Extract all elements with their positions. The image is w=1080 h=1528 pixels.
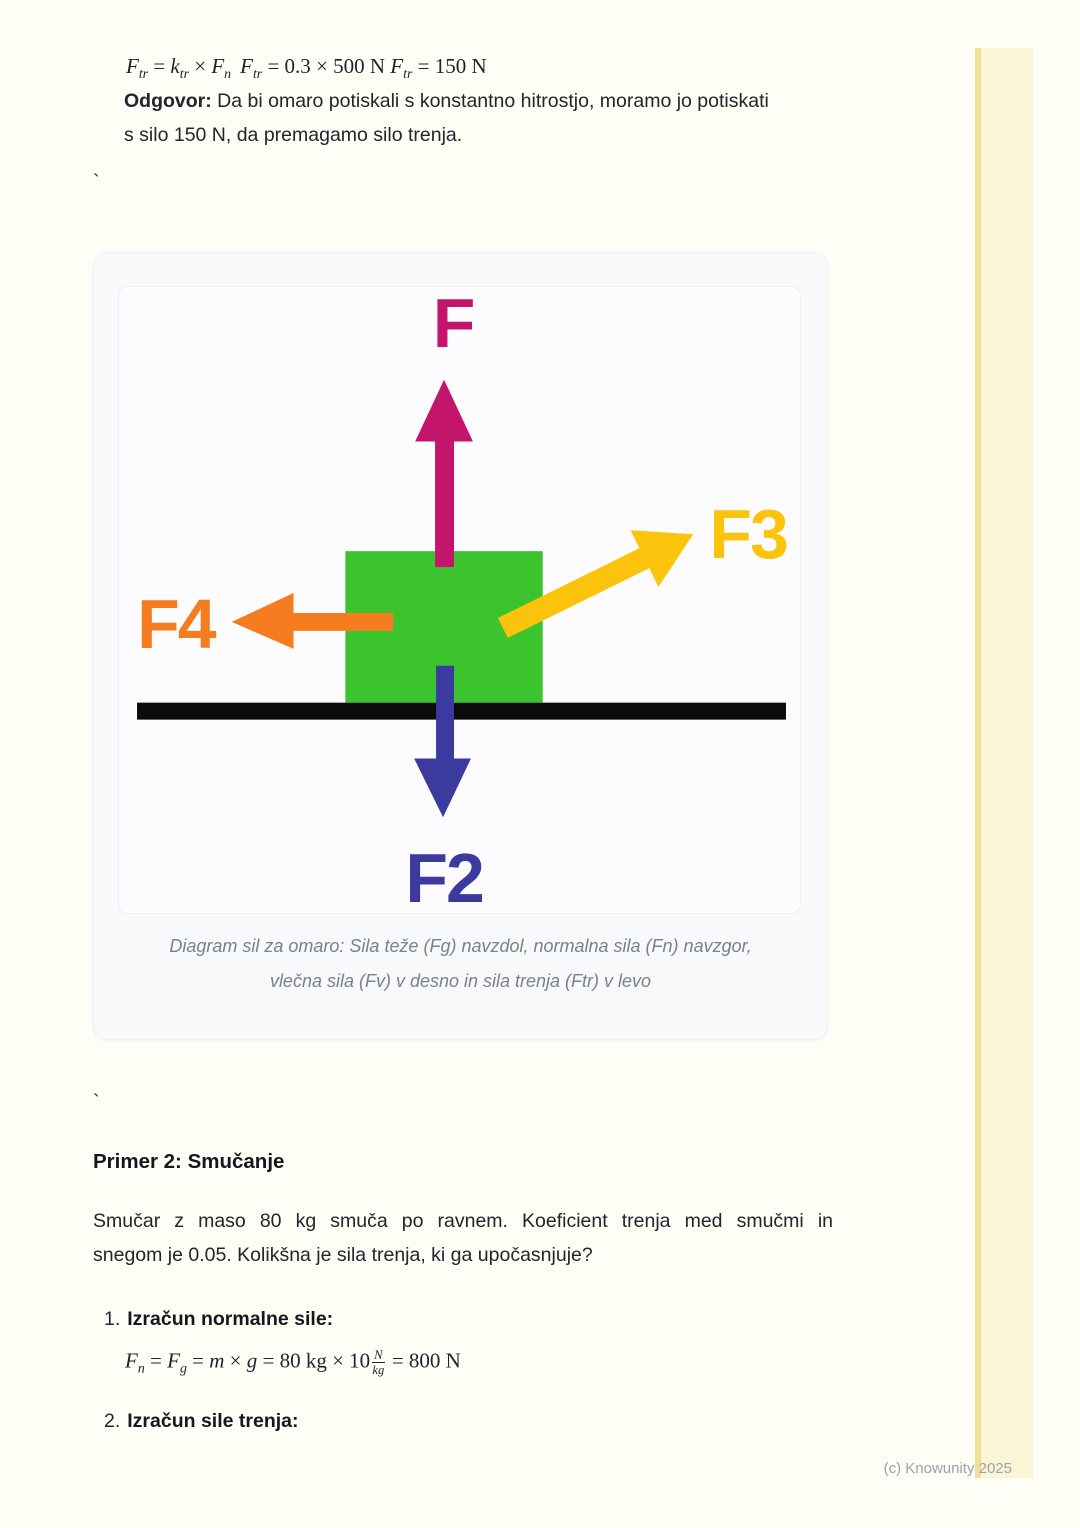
answer-line-2: s silo 150 N, da premagamo silo trenja. (124, 124, 463, 146)
backtick-char-2: ` (93, 1091, 100, 1113)
page-stripe (981, 48, 1033, 1478)
force-up-label: F (432, 287, 474, 362)
friction-formula: $F_{tr} = k_{tr} \times F_n$ $F_{tr} = 0.3 \times 500$ N $F_{tr} = 150$ N (126, 54, 487, 82)
force-left-label: F4 (137, 584, 215, 663)
step-2-number: 2. (104, 1410, 121, 1432)
diagram-caption (94, 929, 827, 999)
problem-line-1: Smučar z maso 80 kg smuča po ravnem. Koeficient trenja med smučmi in (93, 1210, 833, 1232)
force-diagram (119, 287, 800, 913)
normal-force-formula: $F_n = F_g = m \times g = 80$ kg × 10 $\frac{N}{kg}$ = 800 N (125, 1348, 461, 1378)
answer-label: Odgovor: (124, 90, 212, 112)
backtick-char-1: ` (93, 171, 100, 193)
example2-problem (93, 1204, 833, 1272)
problem-line-2: snegom je 0.05. Kolikšna je sila trenja, ki ga upočasnjuje? (93, 1244, 593, 1266)
force-diagonal-label: F3 (709, 495, 787, 574)
answer-line-1: Odgovor: Da bi omaro potiskali s konstantno hitrostjo, moramo jo potiskati (124, 90, 769, 112)
step-1 (104, 1302, 333, 1336)
force-up-arrow (415, 380, 473, 567)
example2-heading: Primer 2: Smučanje (93, 1150, 285, 1173)
step-2-label: Izračun sile trenja: (127, 1410, 299, 1432)
diagram-card (93, 252, 828, 1040)
step-1-number: 1. (104, 1308, 121, 1330)
step-2 (104, 1404, 299, 1438)
answer-paragraph (124, 84, 824, 152)
copyright-footer: (c) Knowunity 2025 (883, 1460, 1012, 1477)
diagram-panel (118, 286, 801, 914)
force-down-label: F2 (405, 839, 483, 913)
ground-line (137, 703, 786, 720)
diagram-caption-line-2: vlečna sila (Fv) v desno in sila trenja (Ftr) v levo (269, 971, 652, 991)
diagram-caption-line-1: Diagram sil za omaro: Sila teže (Fg) navzdol, normalna sila (Fn) navzgor, (169, 936, 752, 956)
step-1-label: Izračun normalne sile: (127, 1308, 334, 1330)
